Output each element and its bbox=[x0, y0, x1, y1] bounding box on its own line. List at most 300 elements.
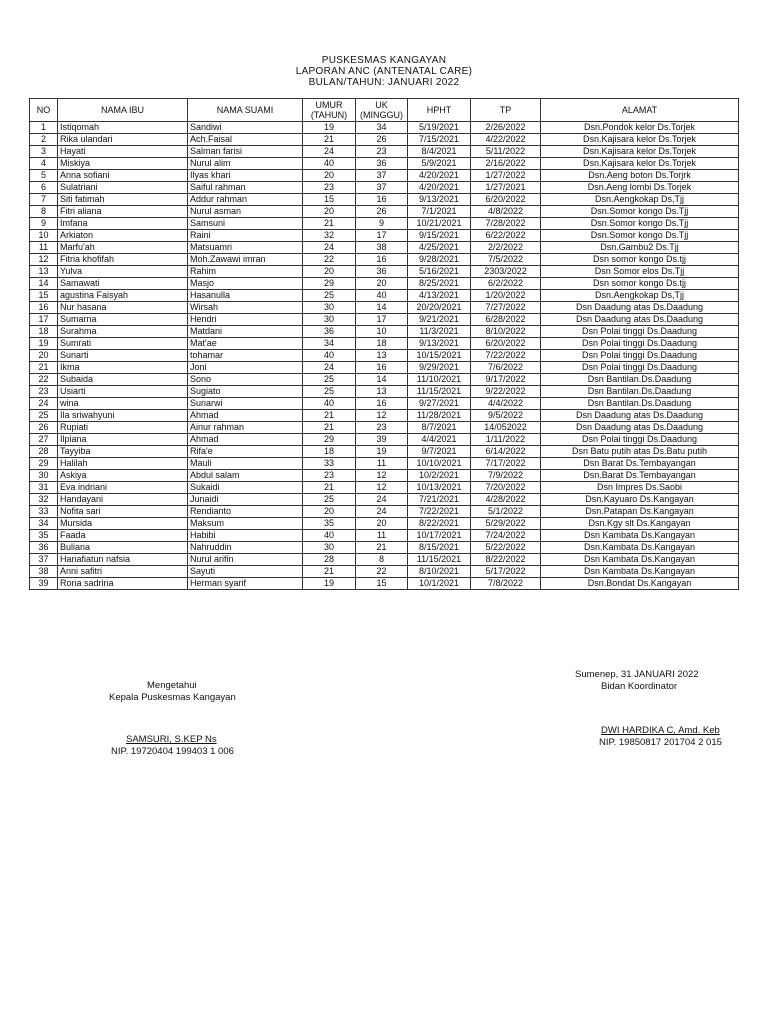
table-row bbox=[30, 278, 739, 290]
cell-nama-suami: Matsuamri bbox=[188, 242, 303, 254]
cell-uk: 38 bbox=[356, 242, 408, 254]
cell-alamat: Dsn Bantilan.Ds.Daadung bbox=[541, 386, 739, 398]
coordinator-nip: NIP. 19850817 201704 2 015 bbox=[599, 737, 722, 748]
table-row bbox=[30, 578, 739, 590]
cell-nama-suami: Junaidi bbox=[188, 494, 303, 506]
cell-hpht: 4/20/2021 bbox=[408, 170, 471, 182]
cell-nama-suami: Herman syarif bbox=[188, 578, 303, 590]
cell-umur: 25 bbox=[303, 290, 356, 302]
cell-nama-ibu: Sumarna bbox=[58, 314, 188, 326]
cell-nama-suami: Nurul alim bbox=[188, 158, 303, 170]
cell-tp: 7/22/2022 bbox=[471, 350, 541, 362]
cell-no: 21 bbox=[30, 362, 58, 374]
cell-nama-suami: Ahmad bbox=[188, 434, 303, 446]
cell-umur: 30 bbox=[303, 314, 356, 326]
cell-alamat: Dsn Polai tinggi Ds.Daadung bbox=[541, 326, 739, 338]
cell-tp: 6/22/2022 bbox=[471, 230, 541, 242]
cell-hpht: 10/15/2021 bbox=[408, 350, 471, 362]
cell-nama-ibu: Anni safitri bbox=[58, 566, 188, 578]
cell-hpht: 8/15/2021 bbox=[408, 542, 471, 554]
cell-nama-suami: Masjo bbox=[188, 278, 303, 290]
cell-nama-ibu: Surahma bbox=[58, 326, 188, 338]
cell-no: 33 bbox=[30, 506, 58, 518]
cell-hpht: 10/10/2021 bbox=[408, 458, 471, 470]
table-row bbox=[30, 542, 739, 554]
cell-nama-ibu: Sumrati bbox=[58, 338, 188, 350]
table-row bbox=[30, 458, 739, 470]
cell-hpht: 8/7/2021 bbox=[408, 422, 471, 434]
cell-no: 13 bbox=[30, 266, 58, 278]
cell-nama-ibu: Askiya bbox=[58, 470, 188, 482]
cell-tp: 7/17/2022 bbox=[471, 458, 541, 470]
cell-nama-ibu: Samawati bbox=[58, 278, 188, 290]
cell-uk: 16 bbox=[356, 362, 408, 374]
cell-tp: 4/22/2022 bbox=[471, 134, 541, 146]
table-row bbox=[30, 146, 739, 158]
cell-tp: 1/11/2022 bbox=[471, 434, 541, 446]
cell-umur: 20 bbox=[303, 206, 356, 218]
column-header-uk: UK (MINGGU) bbox=[356, 99, 408, 122]
cell-nama-suami: Mauli bbox=[188, 458, 303, 470]
cell-umur: 32 bbox=[303, 230, 356, 242]
cell-no: 39 bbox=[30, 578, 58, 590]
cell-umur: 21 bbox=[303, 566, 356, 578]
cell-alamat: Dsn.Bondat Ds.Kangayan bbox=[541, 578, 739, 590]
place-date: Sumenep, 31 JANUARI 2022 bbox=[575, 669, 699, 680]
table-row bbox=[30, 266, 739, 278]
cell-umur: 25 bbox=[303, 386, 356, 398]
cell-hpht: 5/9/2021 bbox=[408, 158, 471, 170]
cell-umur: 33 bbox=[303, 458, 356, 470]
cell-nama-suami: Abdul salam bbox=[188, 470, 303, 482]
cell-nama-suami: Sandiwi bbox=[188, 122, 303, 134]
cell-hpht: 11/15/2021 bbox=[408, 386, 471, 398]
cell-nama-ibu: Ilpiana bbox=[58, 434, 188, 446]
cell-no: 28 bbox=[30, 446, 58, 458]
cell-umur: 20 bbox=[303, 506, 356, 518]
cell-uk: 17 bbox=[356, 314, 408, 326]
cell-no: 35 bbox=[30, 530, 58, 542]
cell-umur: 30 bbox=[303, 302, 356, 314]
table-row bbox=[30, 386, 739, 398]
cell-hpht: 5/19/2021 bbox=[408, 122, 471, 134]
cell-tp: 2303/2022 bbox=[471, 266, 541, 278]
column-header-nama-ibu: NAMA IBU bbox=[58, 99, 188, 122]
cell-no: 1 bbox=[30, 122, 58, 134]
cell-hpht: 4/4/2021 bbox=[408, 434, 471, 446]
coordinator-title: Bidan Koordinator bbox=[601, 681, 678, 692]
cell-no: 29 bbox=[30, 458, 58, 470]
cell-hpht: 9/28/2021 bbox=[408, 254, 471, 266]
cell-alamat: Dsn Somor elos Ds.Tjj bbox=[541, 266, 739, 278]
cell-alamat: Dsn.Kgy slt Ds.Kangayan bbox=[541, 518, 739, 530]
cell-umur: 36 bbox=[303, 326, 356, 338]
cell-nama-ibu: Usiarti bbox=[58, 386, 188, 398]
cell-hpht: 11/15/2021 bbox=[408, 554, 471, 566]
cell-nama-ibu: Yulva bbox=[58, 266, 188, 278]
cell-no: 3 bbox=[30, 146, 58, 158]
cell-nama-suami: Maksum bbox=[188, 518, 303, 530]
cell-alamat: Dsn Barat Ds.Tembayangan bbox=[541, 458, 739, 470]
cell-umur: 19 bbox=[303, 122, 356, 134]
acknowledged-label: Mengetahui bbox=[147, 680, 197, 691]
cell-alamat: Dsn.Aeng boton Ds.Torjrk bbox=[541, 170, 739, 182]
cell-nama-suami: Habibi bbox=[188, 530, 303, 542]
cell-no: 15 bbox=[30, 290, 58, 302]
cell-nama-suami: Raini bbox=[188, 230, 303, 242]
cell-uk: 8 bbox=[356, 554, 408, 566]
table-row bbox=[30, 362, 739, 374]
cell-alamat: Dsn.Gambu2 Ds.Tjj bbox=[541, 242, 739, 254]
cell-alamat: Dsn.Somor kongo Ds.Tjj bbox=[541, 230, 739, 242]
cell-alamat: Dsn Kambata Ds.Kangayan bbox=[541, 566, 739, 578]
cell-tp: 1/27/2021 bbox=[471, 182, 541, 194]
cell-nama-suami: Joni bbox=[188, 362, 303, 374]
cell-umur: 22 bbox=[303, 254, 356, 266]
cell-tp: 5/11/2022 bbox=[471, 146, 541, 158]
column-header-alamat: ALAMAT bbox=[541, 99, 739, 122]
cell-uk: 9 bbox=[356, 218, 408, 230]
cell-nama-ibu: Sulatriani bbox=[58, 182, 188, 194]
cell-uk: 10 bbox=[356, 326, 408, 338]
table-row bbox=[30, 326, 739, 338]
cell-nama-suami: Sayuti bbox=[188, 566, 303, 578]
cell-uk: 37 bbox=[356, 170, 408, 182]
cell-uk: 20 bbox=[356, 518, 408, 530]
table-row bbox=[30, 290, 739, 302]
cell-alamat: Dsn Daadung atas Ds.Daadung bbox=[541, 314, 739, 326]
table-row bbox=[30, 566, 739, 578]
cell-hpht: 7/22/2021 bbox=[408, 506, 471, 518]
cell-hpht: 4/13/2021 bbox=[408, 290, 471, 302]
cell-umur: 20 bbox=[303, 170, 356, 182]
cell-uk: 11 bbox=[356, 530, 408, 542]
cell-nama-ibu: Imfana bbox=[58, 218, 188, 230]
cell-umur: 21 bbox=[303, 134, 356, 146]
table-header-row bbox=[30, 99, 739, 122]
cell-nama-suami: Hendri bbox=[188, 314, 303, 326]
header-report-title: LAPORAN ANC (ANTENATAL CARE) bbox=[295, 66, 473, 77]
cell-alamat: Dsn.Aengkokap Ds,Tjj bbox=[541, 290, 739, 302]
cell-nama-ibu: Hayati bbox=[58, 146, 188, 158]
cell-nama-suami: Hasanulla bbox=[188, 290, 303, 302]
cell-umur: 40 bbox=[303, 350, 356, 362]
table-row bbox=[30, 554, 739, 566]
cell-no: 5 bbox=[30, 170, 58, 182]
cell-alamat: Dsn.Aengkokap Ds,Tjj bbox=[541, 194, 739, 206]
head-name: SAMSURI, S.KEP Ns bbox=[126, 734, 217, 745]
cell-uk: 26 bbox=[356, 206, 408, 218]
table-row bbox=[30, 530, 739, 542]
cell-uk: 39 bbox=[356, 434, 408, 446]
table-row bbox=[30, 422, 739, 434]
cell-tp: 4/4/2022 bbox=[471, 398, 541, 410]
cell-no: 31 bbox=[30, 482, 58, 494]
cell-tp: 14/052022 bbox=[471, 422, 541, 434]
cell-hpht: 9/13/2021 bbox=[408, 338, 471, 350]
column-header-hpht: HPHT bbox=[408, 99, 471, 122]
cell-tp: 5/29/2022 bbox=[471, 518, 541, 530]
table-row bbox=[30, 218, 739, 230]
cell-umur: 29 bbox=[303, 278, 356, 290]
table-row bbox=[30, 446, 739, 458]
cell-tp: 7/24/2022 bbox=[471, 530, 541, 542]
cell-nama-ibu: Fitria khofifah bbox=[58, 254, 188, 266]
cell-hpht: 5/16/2021 bbox=[408, 266, 471, 278]
cell-uk: 16 bbox=[356, 398, 408, 410]
cell-alamat: Dsn Daadung atas Ds.Daadung bbox=[541, 410, 739, 422]
cell-nama-suami: Ahmad bbox=[188, 410, 303, 422]
cell-nama-ibu: Hanafiatun nafsia bbox=[58, 554, 188, 566]
cell-nama-ibu: Istiqomah bbox=[58, 122, 188, 134]
cell-no: 27 bbox=[30, 434, 58, 446]
cell-uk: 14 bbox=[356, 302, 408, 314]
cell-nama-ibu: Rupiati bbox=[58, 422, 188, 434]
cell-nama-ibu: Tayyiba bbox=[58, 446, 188, 458]
cell-uk: 13 bbox=[356, 386, 408, 398]
cell-tp: 2/16/2022 bbox=[471, 158, 541, 170]
cell-umur: 24 bbox=[303, 146, 356, 158]
cell-nama-suami: Matdani bbox=[188, 326, 303, 338]
cell-nama-ibu: Mursida bbox=[58, 518, 188, 530]
cell-alamat: Dsn Daadung atas Ds.Daadung bbox=[541, 302, 739, 314]
cell-alamat: Dsn Impres Ds.Saobi bbox=[541, 482, 739, 494]
cell-tp: 7/6/2022 bbox=[471, 362, 541, 374]
cell-uk: 12 bbox=[356, 482, 408, 494]
cell-tp: 6/20/2022 bbox=[471, 194, 541, 206]
cell-hpht: 9/7/2021 bbox=[408, 446, 471, 458]
table-row bbox=[30, 242, 739, 254]
cell-tp: 8/22/2022 bbox=[471, 554, 541, 566]
cell-alamat: Dsn.Kajisara kelor Ds.Torjek bbox=[541, 146, 739, 158]
cell-alamat: Dsn.Kayuaro Ds.Kangayan bbox=[541, 494, 739, 506]
cell-no: 7 bbox=[30, 194, 58, 206]
cell-tp: 6/20/2022 bbox=[471, 338, 541, 350]
cell-umur: 28 bbox=[303, 554, 356, 566]
cell-uk: 24 bbox=[356, 494, 408, 506]
cell-umur: 21 bbox=[303, 410, 356, 422]
cell-alamat: Dsn Bantilan.Ds.Daadung bbox=[541, 374, 739, 386]
cell-hpht: 4/25/2021 bbox=[408, 242, 471, 254]
cell-nama-suami: Sugiato bbox=[188, 386, 303, 398]
table-row bbox=[30, 194, 739, 206]
cell-tp: 7/20/2022 bbox=[471, 482, 541, 494]
table-row bbox=[30, 482, 739, 494]
cell-nama-ibu: Miskiya bbox=[58, 158, 188, 170]
cell-no: 20 bbox=[30, 350, 58, 362]
cell-nama-ibu: Ikma bbox=[58, 362, 188, 374]
cell-tp: 7/27/2022 bbox=[471, 302, 541, 314]
cell-no: 8 bbox=[30, 206, 58, 218]
cell-hpht: 10/17/2021 bbox=[408, 530, 471, 542]
column-header-nama-suami: NAMA SUAMI bbox=[188, 99, 303, 122]
head-title: Kepala Puskesmas Kangayan bbox=[109, 692, 236, 703]
cell-hpht: 9/27/2021 bbox=[408, 398, 471, 410]
table-row bbox=[30, 314, 739, 326]
cell-umur: 35 bbox=[303, 518, 356, 530]
cell-uk: 22 bbox=[356, 566, 408, 578]
cell-nama-ibu: Ila sriwahyuni bbox=[58, 410, 188, 422]
cell-no: 19 bbox=[30, 338, 58, 350]
cell-nama-ibu: Fitri aliana bbox=[58, 206, 188, 218]
table-row bbox=[30, 506, 739, 518]
cell-uk: 12 bbox=[356, 410, 408, 422]
cell-nama-suami: Rendianto bbox=[188, 506, 303, 518]
column-header-no: NO bbox=[30, 99, 58, 122]
cell-umur: 40 bbox=[303, 530, 356, 542]
cell-no: 17 bbox=[30, 314, 58, 326]
cell-no: 38 bbox=[30, 566, 58, 578]
cell-nama-suami: Wirsah bbox=[188, 302, 303, 314]
cell-tp: 7/8/2022 bbox=[471, 578, 541, 590]
cell-hpht: 10/13/2021 bbox=[408, 482, 471, 494]
cell-no: 37 bbox=[30, 554, 58, 566]
cell-umur: 25 bbox=[303, 494, 356, 506]
cell-uk: 11 bbox=[356, 458, 408, 470]
cell-uk: 15 bbox=[356, 578, 408, 590]
cell-no: 6 bbox=[30, 182, 58, 194]
cell-tp: 7/5/2022 bbox=[471, 254, 541, 266]
cell-tp: 1/27/2022 bbox=[471, 170, 541, 182]
cell-hpht: 10/2/2021 bbox=[408, 470, 471, 482]
cell-nama-ibu: Rona sadrina bbox=[58, 578, 188, 590]
cell-hpht: 9/15/2021 bbox=[408, 230, 471, 242]
cell-nama-suami: Rifa'e bbox=[188, 446, 303, 458]
cell-uk: 16 bbox=[356, 254, 408, 266]
cell-hpht: 8/25/2021 bbox=[408, 278, 471, 290]
cell-umur: 21 bbox=[303, 422, 356, 434]
cell-alamat: Dsn somor kongo Ds.tjj bbox=[541, 254, 739, 266]
cell-nama-ibu: Eva indriani bbox=[58, 482, 188, 494]
cell-umur: 15 bbox=[303, 194, 356, 206]
table-row bbox=[30, 158, 739, 170]
anc-report-table bbox=[29, 98, 739, 590]
cell-hpht: 10/21/2021 bbox=[408, 218, 471, 230]
table-row bbox=[30, 122, 739, 134]
cell-nama-ibu: Halilah bbox=[58, 458, 188, 470]
cell-alamat: Dsn Polai tinggi Ds.Daadung bbox=[541, 362, 739, 374]
cell-no: 11 bbox=[30, 242, 58, 254]
cell-nama-suami: Mat'ae bbox=[188, 338, 303, 350]
cell-hpht: 7/15/2021 bbox=[408, 134, 471, 146]
cell-nama-suami: Sunarwi bbox=[188, 398, 303, 410]
cell-no: 25 bbox=[30, 410, 58, 422]
cell-tp: 9/5/2022 bbox=[471, 410, 541, 422]
table-row bbox=[30, 410, 739, 422]
cell-umur: 20 bbox=[303, 266, 356, 278]
cell-hpht: 9/13/2021 bbox=[408, 194, 471, 206]
cell-nama-ibu: Buliana bbox=[58, 542, 188, 554]
cell-nama-suami: Nurul arifin bbox=[188, 554, 303, 566]
cell-alamat: Dsn Kambata Ds.Kangayan bbox=[541, 554, 739, 566]
cell-no: 23 bbox=[30, 386, 58, 398]
cell-uk: 18 bbox=[356, 338, 408, 350]
cell-tp: 2/26/2022 bbox=[471, 122, 541, 134]
cell-uk: 26 bbox=[356, 134, 408, 146]
cell-no: 32 bbox=[30, 494, 58, 506]
cell-hpht: 10/1/2021 bbox=[408, 578, 471, 590]
cell-uk: 23 bbox=[356, 146, 408, 158]
cell-nama-ibu: Nofita sari bbox=[58, 506, 188, 518]
cell-umur: 29 bbox=[303, 434, 356, 446]
cell-no: 9 bbox=[30, 218, 58, 230]
column-header-tp: TP bbox=[471, 99, 541, 122]
cell-tp: 5/22/2022 bbox=[471, 542, 541, 554]
table-row bbox=[30, 206, 739, 218]
cell-alamat: Dsn somor kongo Ds.tjj bbox=[541, 278, 739, 290]
cell-nama-ibu: Siti fatimah bbox=[58, 194, 188, 206]
cell-hpht: 8/4/2021 bbox=[408, 146, 471, 158]
cell-alamat: Dsn Batu putih atas Ds.Batu putih bbox=[541, 446, 739, 458]
cell-tp: 7/28/2022 bbox=[471, 218, 541, 230]
cell-uk: 24 bbox=[356, 506, 408, 518]
cell-umur: 30 bbox=[303, 542, 356, 554]
table-body bbox=[30, 122, 739, 590]
cell-hpht: 7/1/2021 bbox=[408, 206, 471, 218]
table-row bbox=[30, 374, 739, 386]
cell-alamat: Dsn.Barat Ds.Tembayangan bbox=[541, 470, 739, 482]
cell-tp: 4/8/2022 bbox=[471, 206, 541, 218]
cell-hpht: 20/20/2021 bbox=[408, 302, 471, 314]
cell-hpht: 11/3/2021 bbox=[408, 326, 471, 338]
cell-nama-ibu: Nur hasana bbox=[58, 302, 188, 314]
cell-no: 2 bbox=[30, 134, 58, 146]
cell-nama-ibu: Handayani bbox=[58, 494, 188, 506]
cell-tp: 1/20/2022 bbox=[471, 290, 541, 302]
cell-umur: 18 bbox=[303, 446, 356, 458]
cell-no: 36 bbox=[30, 542, 58, 554]
column-header-umur: UMUR (TAHUN) bbox=[303, 99, 356, 122]
cell-umur: 21 bbox=[303, 218, 356, 230]
cell-uk: 16 bbox=[356, 194, 408, 206]
header-period: BULAN/TAHUN: JANUARI 2022 bbox=[308, 77, 460, 88]
table-row bbox=[30, 494, 739, 506]
cell-alamat: Dsn.Aeng lombi Ds.Torjek bbox=[541, 182, 739, 194]
cell-tp: 9/22/2022 bbox=[471, 386, 541, 398]
cell-umur: 24 bbox=[303, 362, 356, 374]
cell-nama-suami: Ainur rahman bbox=[188, 422, 303, 434]
cell-hpht: 9/21/2021 bbox=[408, 314, 471, 326]
cell-uk: 17 bbox=[356, 230, 408, 242]
cell-nama-ibu: Faada bbox=[58, 530, 188, 542]
table-row bbox=[30, 470, 739, 482]
cell-hpht: 9/29/2021 bbox=[408, 362, 471, 374]
cell-no: 4 bbox=[30, 158, 58, 170]
cell-uk: 19 bbox=[356, 446, 408, 458]
cell-umur: 25 bbox=[303, 374, 356, 386]
cell-uk: 40 bbox=[356, 290, 408, 302]
cell-no: 22 bbox=[30, 374, 58, 386]
cell-nama-suami: Moh.Zawawi imran bbox=[188, 254, 303, 266]
cell-tp: 8/10/2022 bbox=[471, 326, 541, 338]
cell-nama-suami: Ach.Faisal bbox=[188, 134, 303, 146]
cell-alamat: Dsn Kambata Ds.Kangayan bbox=[541, 530, 739, 542]
cell-hpht: 8/22/2021 bbox=[408, 518, 471, 530]
cell-nama-ibu: agustina Faisyah bbox=[58, 290, 188, 302]
cell-umur: 21 bbox=[303, 482, 356, 494]
cell-uk: 13 bbox=[356, 350, 408, 362]
cell-umur: 34 bbox=[303, 338, 356, 350]
cell-uk: 34 bbox=[356, 122, 408, 134]
cell-nama-suami: Salman farisi bbox=[188, 146, 303, 158]
cell-nama-suami: Nahruddin bbox=[188, 542, 303, 554]
cell-nama-suami: Nurul asman bbox=[188, 206, 303, 218]
cell-alamat: Dsn.Somor kongo Ds.Tjj bbox=[541, 218, 739, 230]
cell-tp: 7/9/2022 bbox=[471, 470, 541, 482]
cell-nama-ibu: Arkiaton bbox=[58, 230, 188, 242]
cell-no: 30 bbox=[30, 470, 58, 482]
cell-tp: 6/28/2022 bbox=[471, 314, 541, 326]
